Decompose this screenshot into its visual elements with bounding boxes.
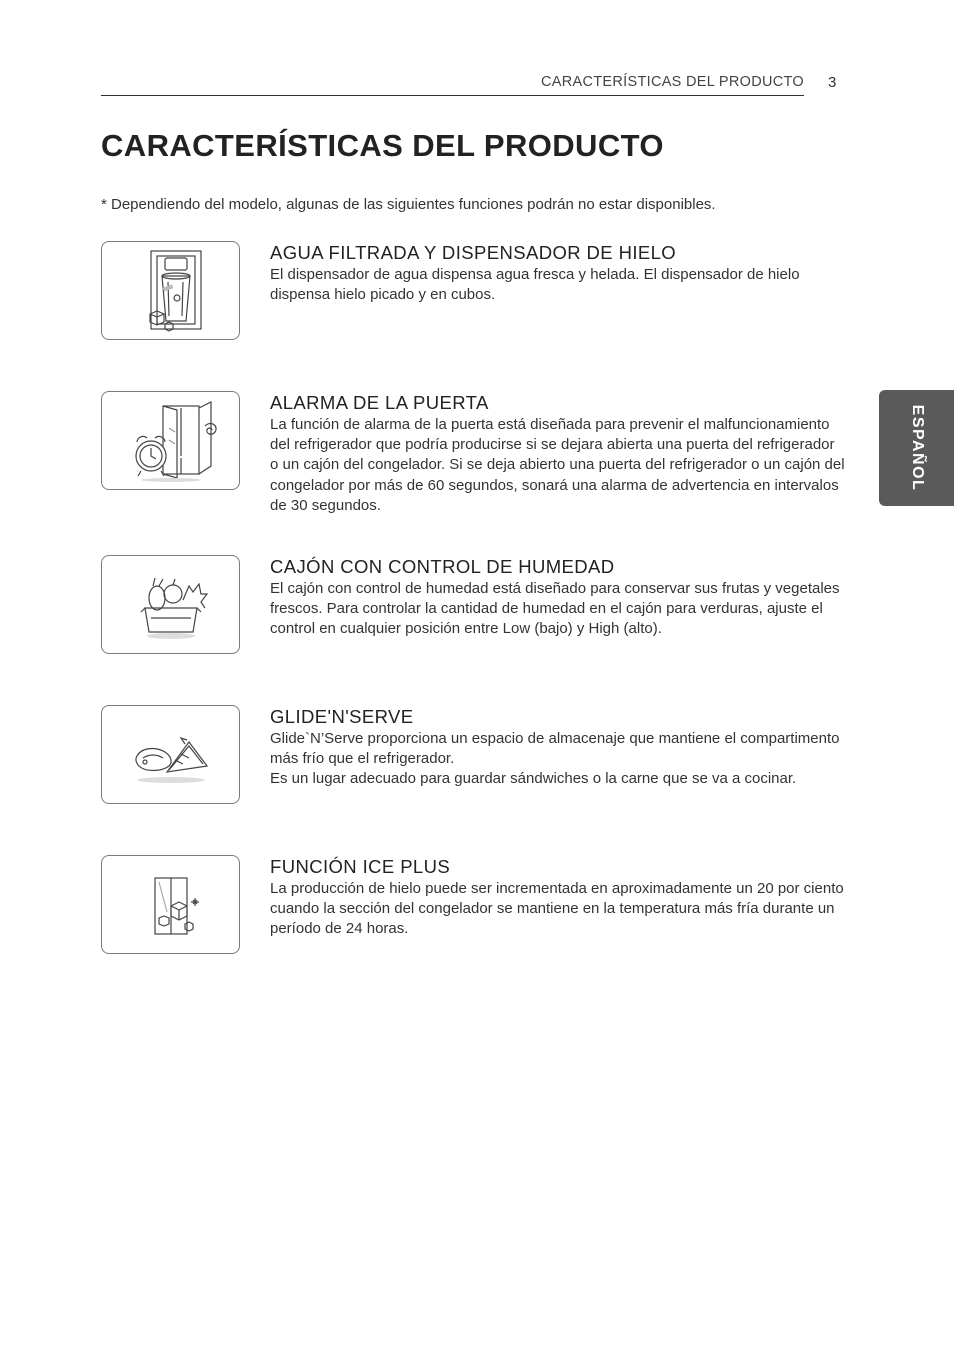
feature-title: GLIDE'N'SERVE [270,706,414,727]
feature-description: La función de alarma de la puerta está diseñada para prevenir el malfuncionamiento del refrigerador que podría producirse si se dejara abierta una puerta del refrigerador o un cajón del congelador. Si se deja abierto una puerta del refrigerador o un cajón del congelador por más de 60 segundos, sonará una alarma de advertencia en intervalos de 30 segundos. [270,416,845,514]
water-ice-dispenser-icon [123,246,219,336]
running-header: CARACTERÍSTICAS DEL PRODUCTO [541,74,804,90]
feature-icon-frame [101,705,240,804]
feature-title: ALARMA DE LA PUERTA [270,392,489,413]
feature-description-line: Es un lugar adecuado para guardar sándwiches o la carne que se va a cocinar. [270,770,797,788]
feature-title: AGUA FILTRADA Y DISPENSADOR DE HIELO [270,242,677,263]
feature-title: CAJÓN CON CONTROL DE HUMEDAD [270,556,615,577]
header-rule [101,95,804,96]
sandwich-meat-icon [123,710,219,800]
feature-description: El cajón con control de humedad está diseñado para conservar sus frutas y vegetales frescos. Para controlar la cantidad de humedad en el cajón para verduras, ajuste el control en cualquier posición entre Low (bajo) y High (alto). [270,580,840,638]
feature-description-line: Glide`N’Serve proporciona un espacio de almacenaje que mantiene el compartimento más frío que el refrigerador. [270,730,840,768]
language-tab [879,390,954,506]
feature-icon-frame [101,855,240,954]
feature-description: La producción de hielo puede ser incrementada en aproximadamente un 20 por ciento cuando la sección del congelador se mantiene en la temperatura más fría durante un período de 24 horas. [270,880,844,938]
feature-icon-frame [101,555,240,654]
ice-plus-icon [123,860,219,950]
door-alarm-icon [123,396,219,486]
feature-description: El dispensador de agua dispensa agua fresca y helada. El dispensador de hielo dispensa hielo picado y en cubos. [270,266,800,304]
page-title: CARACTERÍSTICAS DEL PRODUCTO [101,128,664,163]
page-number: 3 [828,74,837,91]
feature-icon-frame [101,241,240,340]
language-tab-label: ESPAÑOL [908,404,926,492]
feature-title: FUNCIÓN ICE PLUS [270,856,451,877]
intro-note: * Dependiendo del modelo, algunas de las siguientes funciones podrán no estar disponibles. [101,196,716,213]
feature-icon-frame [101,391,240,490]
humidity-crisper-icon [123,560,219,650]
